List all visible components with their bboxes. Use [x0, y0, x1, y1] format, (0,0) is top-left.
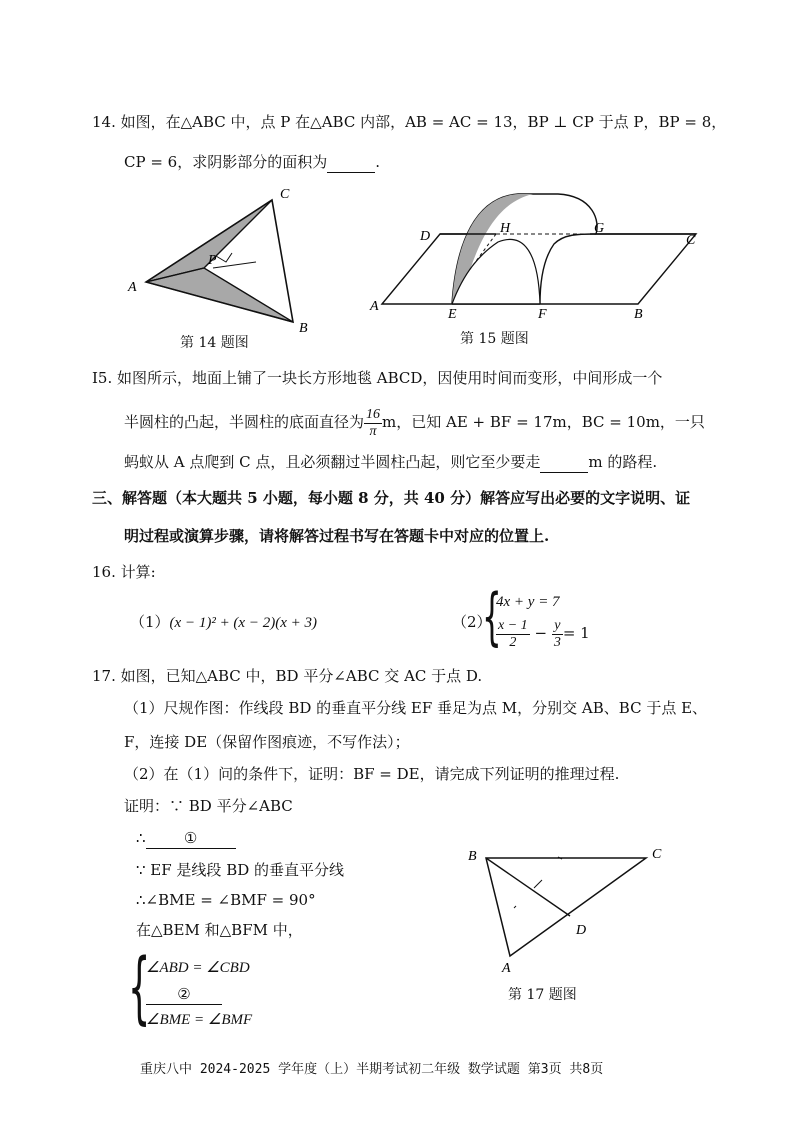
q17-figure: [462, 838, 702, 978]
q15-label-e: E: [448, 307, 457, 322]
q15-line3-text: 蚂蚁从 A 点爬到 C 点，且必须翻过半圆柱凸起，则它至少要走: [124, 453, 541, 471]
q15-label-h: H: [500, 221, 511, 236]
q14-line2-text: CP = 6，求阴影部分的面积为: [124, 153, 328, 171]
q16-part1-expr: (x − 1)² + (x − 2)(x + 3): [169, 615, 317, 631]
q17-proof3: ∵ EF 是线段 BD 的垂直平分线: [136, 861, 345, 879]
q14-answer-blank: [327, 152, 375, 173]
q16-frac2-num: y: [552, 618, 563, 635]
q16-eq2-frac1: [496, 618, 530, 651]
q15-label-c: C: [686, 233, 696, 248]
q16-frac1-num: x − 1: [498, 617, 528, 633]
q17-blank-1: ①: [146, 828, 236, 849]
q15-line3-end: m 的路程.: [588, 453, 658, 471]
q16-eq2: [496, 614, 590, 652]
q17-sys1: ∠ABD = ∠CBD: [146, 960, 250, 976]
q16-frac1-den: 2: [509, 634, 517, 650]
q16-eq2-frac2: [552, 618, 563, 651]
q15-diameter-fraction: [364, 407, 382, 440]
q16-eq2-rhs: = 1: [562, 624, 590, 642]
q17-proof2: [136, 828, 236, 849]
q14-line2: [124, 152, 380, 173]
q14-line2-end: .: [375, 153, 381, 171]
q16-eq1: 4x + y = 7: [496, 594, 560, 610]
q15-line1: I5. 如图所示，地面上铺了一块长方形地毯 ABCD，因使用时间而变形，中间形成一个: [92, 369, 663, 387]
q14-label-b: B: [299, 321, 308, 336]
q17-line4: （2）在（1）问的条件下，证明：BF = DE，请完成下列证明的推理过程.: [124, 765, 620, 783]
q15-figure: [368, 182, 708, 322]
q16-title: 16. 计算:: [92, 563, 156, 581]
q17-label-c: C: [652, 847, 662, 862]
q17-proof4: ∴∠BME = ∠BMF = 90°: [136, 891, 316, 909]
q15-line2-text: 半圆柱的凸起，半圆柱的底面直径为: [124, 413, 365, 431]
q17-therefore: ∴: [136, 829, 146, 847]
q17-proof1: 证明：∵ BD 平分∠ABC: [124, 797, 293, 815]
q14-label-c: C: [280, 187, 290, 202]
q17-system-brace: {: [128, 943, 151, 1033]
q15-line2-end: m，已知 AE + BF = 17m，BC = 10m，一只: [382, 413, 705, 431]
q14-line1: 14. 如图，在△ABC 中，点 P 在△ABC 内部，AB = AC = 13，BP ⊥ CP 于点 P，BP = 8，: [92, 113, 727, 131]
q15-frac-den: π: [369, 423, 377, 439]
q16-eq2-minus: −: [534, 624, 548, 642]
q16-system-brace: {: [482, 580, 502, 653]
q17-label-a: A: [502, 961, 511, 976]
q15-line3: [124, 452, 657, 473]
section3-instructions: 明过程或演算步骤，请将解答过程书写在答题卡中对应的位置上.: [124, 527, 550, 545]
q17-label-d: D: [576, 923, 587, 938]
q15-line2: [124, 402, 705, 442]
q14-figure: [118, 180, 338, 340]
q17-line3: F，连接 DE（保留作图痕迹，不写作法）；: [124, 733, 410, 751]
q15-label-b: B: [634, 307, 643, 322]
section3-heading: 三、解答题（本大题共 5 小题，每小题 8 分，共 40 分）解答应写出必要的文字说明、证: [92, 489, 691, 507]
q15-frac-num: 16: [366, 406, 381, 422]
q15-label-f: F: [538, 307, 547, 322]
q15-answer-blank: [540, 452, 588, 473]
q14-triangle-abc: [146, 200, 293, 322]
q17-line1: 17. 如图，已知△ABC 中，BD 平分∠ABC 交 AC 于点 D.: [92, 667, 483, 685]
q14-label-p: P: [208, 253, 217, 268]
q17-sys3: ∠BME = ∠BMF: [146, 1012, 253, 1028]
q17-label-b: B: [468, 849, 477, 864]
q15-label-a: A: [370, 299, 379, 314]
q17-line2: （1）尺规作图：作线段 BD 的垂直平分线 EF 垂足为点 M，分别交 AB、BC 于点 E、: [124, 699, 708, 717]
q15-label-g: G: [594, 221, 605, 236]
q16-part1-label: （1）: [130, 613, 170, 631]
q14-label-a: A: [128, 280, 137, 295]
q17-caption: 第 17 题图: [508, 987, 577, 1003]
q17-blank-2: ②: [146, 984, 222, 1005]
q17-proof5: 在△BEM 和△BFM 中，: [136, 921, 303, 939]
q16-part1: [130, 612, 317, 633]
q17-triangle-abc: [486, 858, 646, 956]
q15-caption: 第 15 题图: [460, 331, 529, 347]
q16-frac2-den: 3: [553, 634, 561, 650]
q15-label-d: D: [420, 229, 431, 244]
page-footer: 重庆八中 2024-2025 学年度（上）半期考试初二年级 数学试题 第3页 共8页: [140, 1062, 604, 1077]
q14-caption: 第 14 题图: [180, 335, 249, 351]
q16-part2-label: （2）: [452, 613, 492, 631]
